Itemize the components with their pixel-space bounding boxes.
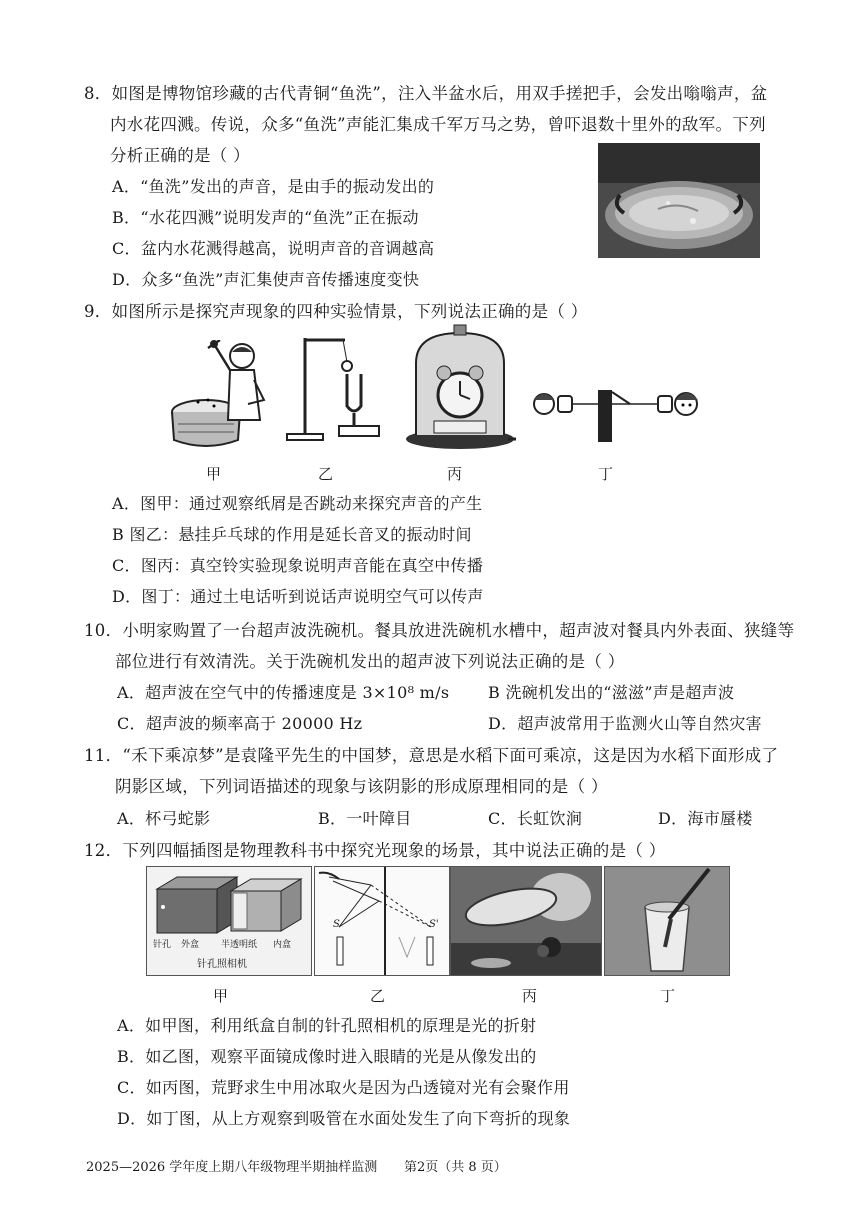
q12-stem-line1: 12．下列四幅插图是物理教科书中探究光现象的场景，其中说法正确的是（ ） [84, 841, 666, 860]
drum-experiment-figure [168, 340, 270, 452]
q10-option-d: D．超声波常用于监测火山等自然灾害 [488, 714, 762, 733]
q11-stem-line2: 阴影区域，下列词语描述的现象与该阴影的形成原理相同的是（ ） [115, 777, 608, 796]
q10-option-a: A．超声波在空气中的传播速度是 3×10⁸ m/s [117, 683, 450, 702]
q8-stem-line2: 内水花四溅。传说，众多“鱼洗”声能汇集成千军万马之势，曾吓退数十里外的敌军。下列 [110, 115, 766, 134]
mirror-label-s: S [333, 919, 340, 930]
q12-caption-bing: 丙 [522, 987, 538, 1005]
q11-option-c: C．长虹饮涧 [488, 809, 583, 828]
q10-option-c: C．超声波的频率高于 20000 Hz [117, 714, 363, 733]
footer-exam-title: 2025—2026 学年度上期八年级物理半期抽样监测 [86, 1160, 378, 1175]
q12-caption-jia: 甲 [213, 987, 229, 1005]
straw-cup-figure [604, 866, 730, 976]
q8-stem-line3: 分析正确的是（ ） [110, 146, 250, 165]
q10-option-b: B 洗碗机发出的“滋滋”声是超声波 [488, 683, 735, 702]
q12-option-c: C．如丙图，荒野求生中用冰取火是因为凸透镜对光有会聚作用 [117, 1078, 570, 1097]
pinhole-camera-figure [146, 866, 312, 976]
camera-title: 针孔照相机 [197, 959, 247, 970]
q9-caption-ding: 丁 [598, 465, 614, 483]
tuning-fork-figure [283, 334, 383, 444]
q12-caption-yi: 乙 [370, 987, 386, 1005]
q9-option-a: A．图甲：通过观察纸屑是否跳动来探究声音的产生 [112, 494, 483, 513]
q9-stem-line1: 9．如图所示是探究声现象的四种实验情景，下列说法正确的是（ ） [84, 302, 588, 321]
plane-mirror-figure [314, 866, 450, 976]
string-telephone-figure [530, 386, 702, 442]
q9-caption-jia: 甲 [206, 465, 222, 483]
q12-option-d: D．如丁图，从上方观察到吸管在水面处发生了向下弯折的现象 [117, 1109, 571, 1128]
fish-washer-photo [598, 143, 760, 258]
footer-page-number: 第2页（共 8 页） [404, 1160, 507, 1175]
q8-option-c: C．盆内水花溅得越高，说明声音的音调越高 [112, 239, 435, 258]
q9-caption-yi: 乙 [318, 465, 334, 483]
q12-option-a: A．如甲图，利用纸盒自制的针孔照相机的原理是光的折射 [117, 1016, 537, 1035]
q10-stem-line1: 10．小明家购置了一台超声波洗碗机。餐具放进洗碗机水槽中，超声波对餐具内外表面、狭缝等 [84, 621, 795, 640]
mirror-label-s-prime: S' [429, 919, 439, 930]
camera-label-outer-box: 外盒 [181, 940, 200, 950]
q11-option-a: A．杯弓蛇影 [117, 809, 211, 828]
q9-caption-bing: 丙 [447, 465, 463, 483]
camera-label-paper: 半透明纸 [221, 940, 258, 950]
q8-option-b: B．“水花四溅”说明发声的“鱼洗”正在振动 [112, 208, 419, 227]
bell-jar-figure [404, 323, 516, 451]
q8-option-a: A．“鱼洗”发出的声音，是由手的振动发出的 [112, 177, 435, 196]
ice-lens-figure [450, 866, 602, 976]
q8-option-d: D．众多“鱼洗”声汇集使声音传播速度变快 [112, 270, 420, 289]
q9-option-d: D．图丁：通过土电话听到说话声说明空气可以传声 [112, 587, 484, 606]
q12-option-b: B．如乙图，观察平面镜成像时进入眼睛的光是从像发出的 [117, 1047, 537, 1066]
q10-stem-line2: 部位进行有效清洗。关于洗碗机发出的超声波下列说法正确的是（ ） [115, 652, 625, 671]
q11-option-b: B．一叶障目 [318, 809, 412, 828]
q9-option-c: C．图丙：真空铃实验现象说明声音能在真空中传播 [112, 556, 484, 575]
q8-stem-line1: 8．如图是博物馆珍藏的古代青铜“鱼洗”，注入半盆水后，用双手搓把手，会发出嗡嗡声，盆 [84, 84, 768, 103]
camera-label-inner-box: 内盒 [273, 940, 292, 950]
q11-stem-line1: 11．“禾下乘凉梦”是袁隆平先生的中国梦，意思是水稻下面可乘凉，这是因为水稻下面形成了 [84, 746, 779, 765]
camera-label-pinhole: 针孔 [153, 940, 172, 950]
q11-option-d: D．海市蜃楼 [658, 809, 753, 828]
q12-caption-ding: 丁 [660, 987, 676, 1005]
q9-option-b: B 图乙：悬挂乒乓球的作用是延长音叉的振动时间 [112, 525, 472, 544]
